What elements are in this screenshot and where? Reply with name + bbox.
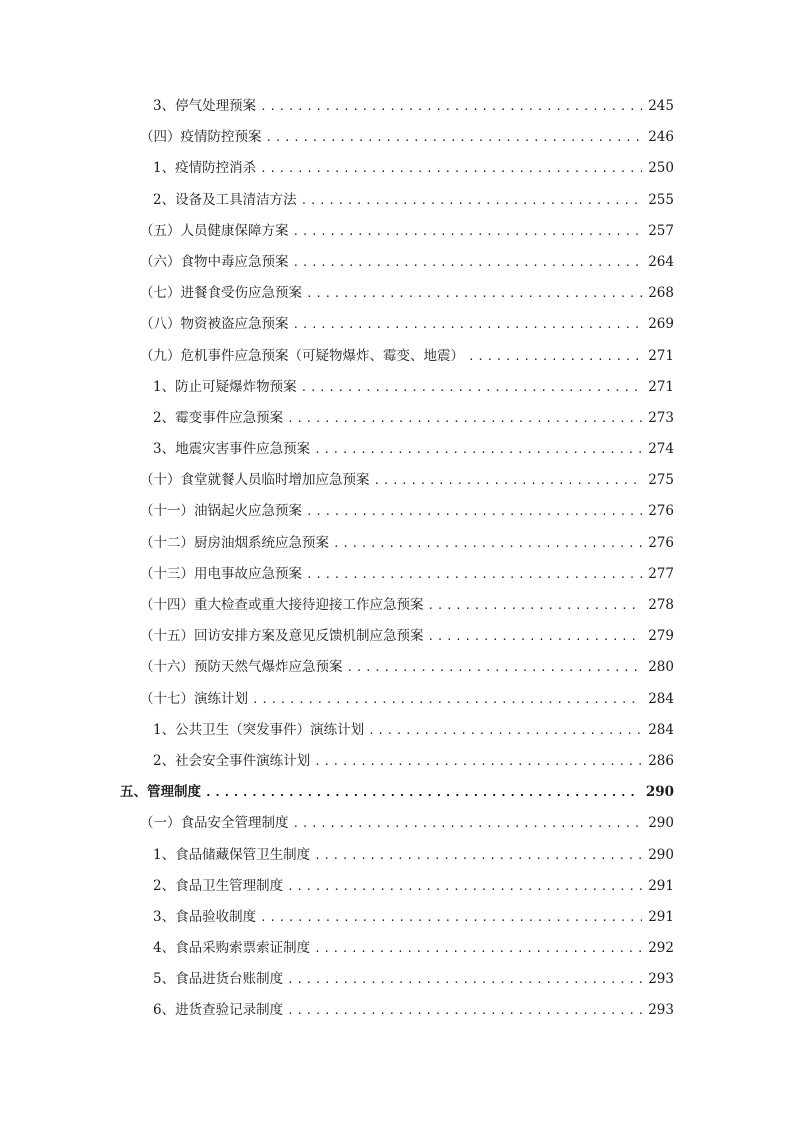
toc-entry-title: 霉变事件应急预案 [175,409,284,426]
toc-entry[interactable] [0,808,793,839]
toc-entry-page-number: 291 [648,908,674,925]
toc-entry-title: 公共卫生（突发事件）演练计划 [175,721,365,738]
toc-entry-title: 回访安排方案及意见反馈机制应急预案 [194,628,424,645]
toc-dot-leader [260,91,642,122]
toc-entry-page-number: 290 [648,815,674,832]
toc-entry-page-number: 280 [648,659,674,676]
toc-dot-leader [293,216,643,247]
toc-entry-title: 进货查验记录制度 [175,1002,284,1019]
toc-entry[interactable] [0,465,793,496]
toc-dot-leader [287,995,642,1026]
toc-entry[interactable] [0,278,793,309]
toc-entry-title: 管理制度 [147,784,201,801]
toc-entry-title: 人员健康保障方案 [180,222,289,239]
toc-entry-title: 食品进货台账制度 [175,971,284,988]
toc-dot-leader [468,341,642,372]
toc-entry-number: 1、 [153,846,176,863]
toc-entry-page-number: 246 [648,129,674,146]
toc-entry-title: 地震灾害事件应急预案 [175,441,311,458]
toc-entry-page-number: 264 [648,253,674,270]
toc-entry-page-number: 284 [648,690,674,707]
toc-entry-page-number: 276 [648,534,674,551]
toc-entry-number: 4、 [153,940,176,957]
toc-entry[interactable] [0,777,793,808]
toc-entry-title: 危机事件应急预案（可疑物爆炸、霉变、地震） [180,347,464,364]
toc-entry[interactable] [0,216,793,247]
toc-entry-title: 进餐食受伤应急预案 [180,285,302,302]
toc-dot-leader [287,403,642,434]
toc-entry-title: 停气处理预案 [175,98,257,114]
toc-entry-number: （一） [140,815,181,832]
toc-entry[interactable] [0,153,793,184]
toc-entry-title: 重大检查或重大接待迎接工作应急预案 [194,597,424,613]
toc-dot-leader [260,153,642,184]
toc-dot-leader [306,278,642,309]
toc-entry[interactable] [0,247,793,278]
toc-entry-page-number: 293 [648,971,674,988]
toc-entry-number: 1、 [153,378,176,395]
toc-entry-number: （十三） [140,565,194,582]
toc-entry-title: 社会安全事件演练计划 [175,752,311,769]
toc-entry[interactable] [0,933,793,964]
toc-entry-page-number: 269 [648,316,674,333]
toc-entry-page-number: 255 [648,191,674,208]
toc-entry-title: 物资被盗应急预案 [180,316,289,333]
toc-entry-page-number: 292 [648,940,674,957]
toc-entry-title: 防止可疑爆炸物预案 [175,378,297,395]
toc-entry-title: 疫情防控预案 [180,129,262,146]
toc-entry-page-number: 274 [648,441,674,458]
toc-entry-number: （七） [140,285,181,302]
toc-entry-title: 食品采购索票索证制度 [175,940,311,957]
toc-entry[interactable] [0,840,793,871]
toc-entry-title: 食堂就餐人员临时增加应急预案 [180,472,370,489]
toc-dot-leader [314,746,642,777]
toc-dot-leader [306,559,642,590]
toc-entry-title: 食物中毒应急预案 [180,253,289,270]
toc-entry-number: 2、 [153,877,176,894]
toc-entry-number: （八） [140,316,181,333]
toc-entry[interactable] [0,91,793,122]
toc-dot-leader [252,684,642,715]
toc-entry-number: （十七） [140,690,194,707]
toc-dot-leader [314,434,642,465]
toc-dot-leader [260,902,642,933]
toc-entry[interactable] [0,403,793,434]
toc-entry[interactable] [0,652,793,683]
toc-entry-page-number: 284 [648,721,674,738]
toc-entry[interactable] [0,621,793,652]
toc-entry-number: 5、 [153,971,176,988]
toc-entry-title: 设备及工具清洁方法 [175,191,297,208]
toc-entry-number: 3、 [153,908,176,925]
toc-dot-leader [314,933,642,964]
toc-entry-page-number: 291 [648,877,674,894]
toc-entry-page-number: 290 [648,846,674,863]
toc-entry-page-number: 278 [648,597,674,613]
toc-entry-page-number: 245 [648,98,674,114]
toc-dot-leader [428,590,643,621]
toc-entry-number: 1、 [153,721,176,738]
toc-entry[interactable] [0,746,793,777]
toc-entry-page-number: 290 [645,784,674,801]
toc-dot-leader [347,652,643,683]
toc-dot-leader [287,964,642,995]
toc-entry-page-number: 276 [648,503,674,520]
toc-entry[interactable] [0,871,793,902]
toc-entry-number: 3、 [153,98,176,114]
toc-entry-title: 用电事故应急预案 [194,565,302,582]
toc-entry[interactable] [0,559,793,590]
toc-entry-number: （十二） [140,534,194,551]
toc-entry-title: 食品卫生管理制度 [175,877,284,894]
toc-entry[interactable] [0,434,793,465]
toc-entry-page-number: 271 [648,378,674,395]
toc-entry[interactable] [0,684,793,715]
toc-entry-number: （十四） [140,597,194,613]
toc-entry[interactable] [0,715,793,746]
toc-entry-title: 厨房油烟系统应急预案 [194,534,329,551]
toc-dot-leader [293,247,643,278]
toc-entry[interactable] [0,372,793,403]
toc-entry-number: （五） [140,222,181,239]
toc-entry[interactable] [0,496,793,527]
toc-entry-number: 3、 [153,441,176,458]
toc-dot-leader [293,309,643,340]
toc-entry[interactable] [0,341,793,372]
toc-entry-number: 1、 [153,160,176,177]
toc-dot-leader [287,871,642,902]
toc-entry-number: （六） [140,253,181,270]
toc-entry-title: 油锅起火应急预案 [194,503,302,520]
toc-dot-leader [301,185,643,216]
toc-entry-title: 食品验收制度 [175,908,257,925]
toc-entry[interactable] [0,309,793,340]
toc-entry-page-number: 293 [648,1002,674,1019]
toc-entry[interactable] [0,122,793,153]
toc-dot-leader [314,840,642,871]
toc-entry-page-number: 273 [648,409,674,426]
toc-entry-title: 食品储藏保管卫生制度 [175,846,311,863]
table-of-contents [0,91,793,1027]
toc-entry-number: （四） [140,129,181,146]
toc-entry-title: 食品安全管理制度 [180,815,289,832]
toc-entry[interactable] [0,528,793,559]
toc-entry-page-number: 275 [648,472,674,489]
toc-dot-leader [374,465,643,496]
toc-entry-number: （十六） [140,659,194,676]
toc-entry[interactable] [0,902,793,933]
toc-dot-leader [205,777,640,808]
toc-entry-number: 五、 [120,784,147,801]
toc-entry-page-number: 250 [648,160,674,177]
toc-entry-page-number: 279 [648,628,674,645]
toc-dot-leader [266,122,643,153]
toc-dot-leader [293,808,643,839]
toc-dot-leader [368,715,642,746]
toc-dot-leader [306,496,642,527]
toc-entry-number: （九） [140,347,181,364]
toc-entry[interactable] [0,590,793,621]
toc-entry-page-number: 257 [648,222,674,239]
toc-entry-number: 2、 [153,752,176,769]
toc-entry-page-number: 271 [648,347,674,364]
toc-dot-leader [428,621,643,652]
toc-entry-number: 2、 [153,191,176,208]
toc-entry-number: （十五） [140,628,194,645]
toc-entry-title: 演练计划 [194,690,248,707]
toc-entry-number: （十一） [140,503,194,520]
toc-dot-leader [301,372,643,403]
toc-entry-title: 预防天然气爆炸应急预案 [194,659,343,676]
toc-entry[interactable] [0,185,793,216]
toc-entry-page-number: 268 [648,285,674,302]
toc-dot-leader [333,528,642,559]
toc-entry[interactable] [0,995,793,1026]
toc-entry-number: 2、 [153,409,176,426]
toc-entry-page-number: 286 [648,752,674,769]
toc-entry-number: （十） [140,472,181,489]
toc-entry[interactable] [0,964,793,995]
toc-entry-number: 6、 [153,1002,176,1019]
toc-entry-page-number: 277 [648,565,674,582]
toc-entry-title: 疫情防控消杀 [175,160,257,177]
